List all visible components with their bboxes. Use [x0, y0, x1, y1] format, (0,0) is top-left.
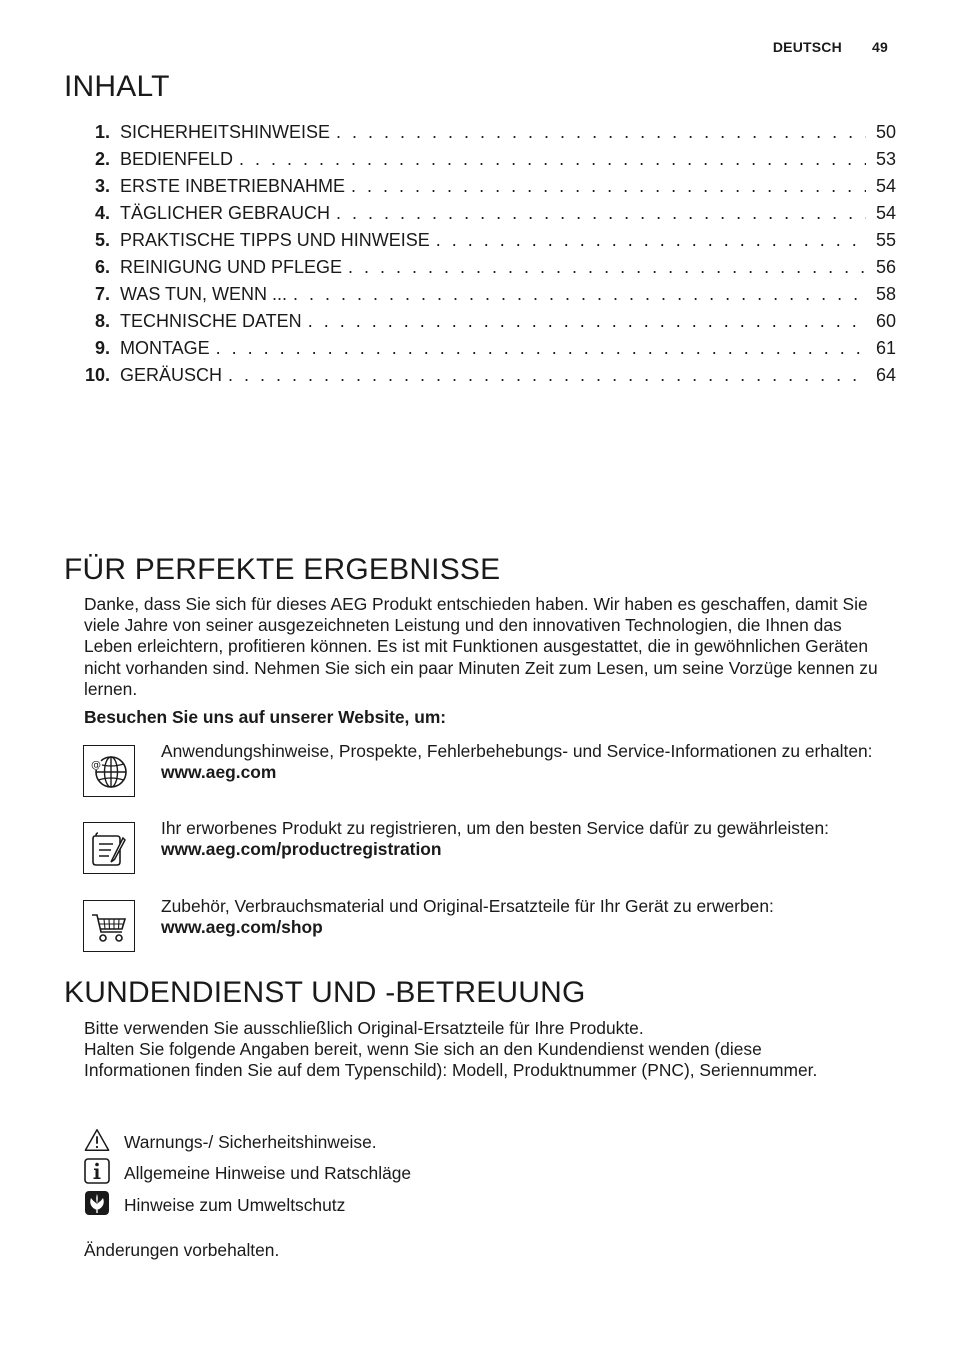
toc-entry-label: TECHNISCHE DATEN	[120, 311, 302, 331]
toc-title: INHALT	[64, 70, 170, 103]
toc-entry-page: 50	[875, 122, 896, 142]
environment-leaf-icon	[84, 1190, 110, 1216]
website-item-text	[161, 818, 891, 860]
website-item-description: Ihr erworbenes Produkt zu registrieren, um den besten Service dafür zu gewährleisten:	[161, 818, 829, 838]
header-page-number: 49	[872, 39, 888, 55]
toc-entry-number: 8.	[94, 311, 110, 331]
toc-entry-number: 6.	[94, 257, 110, 277]
toc-entry-number: 7.	[94, 284, 110, 304]
toc-entry-label: BEDIENFELD	[120, 149, 234, 169]
website-link-registration[interactable]: www.aeg.com/productregistration	[161, 839, 442, 860]
website-item-description: Zubehör, Verbrauchsmaterial und Original-Ersatzteile für Ihr Gerät zu erwerben:	[161, 896, 774, 916]
toc-entry-number: 10.	[84, 365, 110, 385]
toc-entry[interactable]	[80, 284, 896, 311]
toc-entry-number: 2.	[94, 149, 110, 169]
toc-entry[interactable]	[80, 149, 896, 176]
website-item-text	[161, 896, 891, 938]
website-item-text	[161, 741, 891, 783]
toc-entry-page: 58	[875, 284, 896, 304]
toc-entry-number: 4.	[94, 203, 110, 223]
toc-leader-dots	[436, 230, 866, 251]
toc-leader-dots	[216, 338, 866, 359]
website-item-description: Anwendungshinweise, Prospekte, Fehlerbehebungs- und Service-Informationen zu erhalten:	[161, 741, 873, 761]
website-link-shop[interactable]: www.aeg.com/shop	[161, 917, 323, 938]
shopping-cart-icon	[83, 900, 135, 952]
toc-leader-dots	[239, 149, 866, 170]
header-language: DEUTSCH	[772, 39, 842, 55]
toc-leader-dots	[308, 311, 866, 332]
toc-leader-dots	[228, 365, 866, 386]
toc-leader-dots	[348, 257, 866, 278]
legend-label: Allgemeine Hinweise und Ratschläge	[124, 1163, 412, 1183]
toc-entry[interactable]	[80, 122, 896, 149]
globe-icon	[83, 745, 135, 797]
toc-entry-page: 54	[875, 176, 896, 196]
toc-entry-page: 54	[875, 203, 896, 223]
svg-text:@: @	[91, 760, 101, 771]
toc-entry-number: 3.	[94, 176, 110, 196]
toc-entry[interactable]	[80, 338, 896, 365]
toc-entry-label: MONTAGE	[120, 338, 210, 358]
table-of-contents	[80, 122, 896, 392]
toc-entry[interactable]	[80, 365, 896, 392]
toc-entry-page: 61	[875, 338, 896, 358]
legend-label: Warnungs-/ Sicherheitshinweise.	[124, 1132, 377, 1152]
toc-entry-number: 1.	[94, 122, 110, 142]
toc-leader-dots	[336, 203, 866, 224]
toc-entry-label: WAS TUN, WENN ...	[120, 284, 288, 304]
toc-entry-label: SICHERHEITSHINWEISE	[120, 122, 331, 142]
service-title: KUNDENDIENST UND -BETREUUNG	[64, 976, 586, 1009]
toc-entry-page: 56	[875, 257, 896, 277]
toc-entry-label: PRAKTISCHE TIPPS UND HINWEISE	[120, 230, 430, 250]
website-link-aeg[interactable]: www.aeg.com	[161, 762, 277, 783]
info-icon	[84, 1158, 110, 1184]
toc-entry[interactable]	[80, 203, 896, 230]
toc-entry-label: REINIGUNG UND PFLEGE	[120, 257, 343, 277]
toc-leader-dots	[293, 284, 866, 305]
toc-entry[interactable]	[80, 176, 896, 203]
toc-entry-page: 60	[875, 311, 896, 331]
results-title: FÜR PERFEKTE ERGEBNISSE	[64, 553, 501, 586]
toc-entry-label: GERÄUSCH	[120, 365, 223, 385]
toc-entry-page: 55	[875, 230, 896, 250]
toc-entry[interactable]	[80, 311, 896, 338]
service-text-details: Halten Sie folgende Angaben bereit, wenn Sie sich an den Kundendienst wenden (diese Informationen finden Sie auf dem Typenschild): Modell, Produktnummer (PNC), Seriennummer.	[84, 1039, 818, 1081]
toc-entry-label: ERSTE INBETRIEBNAHME	[120, 176, 346, 196]
footer-note: Änderungen vorbehalten.	[84, 1240, 280, 1260]
toc-entry-number: 5.	[94, 230, 110, 250]
results-visit-label: Besuchen Sie uns auf unserer Website, um:	[84, 707, 447, 727]
toc-entry-label: TÄGLICHER GEBRAUCH	[120, 203, 331, 223]
warning-triangle-icon	[84, 1127, 110, 1153]
running-header	[773, 39, 888, 55]
toc-entry-number: 9.	[94, 338, 110, 358]
registration-form-icon	[83, 822, 135, 874]
toc-entry-page: 53	[875, 149, 896, 169]
legend-label: Hinweise zum Umweltschutz	[124, 1195, 346, 1215]
toc-entry[interactable]	[80, 257, 896, 284]
service-text-original-parts: Bitte verwenden Sie ausschließlich Original-Ersatzteile für Ihre Produkte.	[84, 1018, 644, 1038]
toc-entry-page: 64	[875, 365, 896, 385]
results-intro: Danke, dass Sie sich für dieses AEG Produkt entschieden haben. Wir haben es geschaffen, damit Sie viele Jahre von seiner ausgezeichneten Leistung und den innovativen Technologien, die Ihnen das Leben erleichtern, profitieren können. Es ist mit Funktionen ausgestattet, die in gewöhnlichen Geräten nicht vorhanden sind. Nehmen Sie sich ein paar Minuten Zeit zum Lesen, um seine Vorzüge kennen zu lernen.	[84, 594, 878, 699]
toc-leader-dots	[351, 176, 866, 197]
toc-leader-dots	[336, 122, 866, 143]
toc-entry[interactable]	[80, 230, 896, 257]
